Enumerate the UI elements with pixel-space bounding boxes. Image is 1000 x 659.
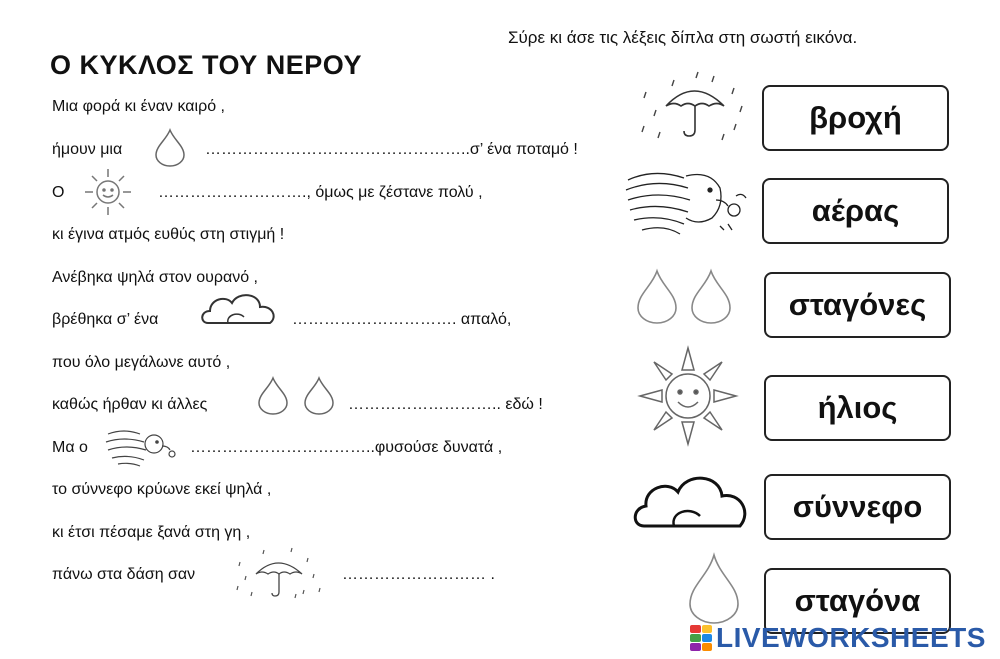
page-title: Ο ΚΥΚΛΟΣ ΤΟΥ ΝΕΡΟΥ	[50, 50, 363, 80]
poem-line-12-start: πάνω στα δάση σαν	[52, 566, 196, 583]
wind-face-icon	[104, 424, 178, 470]
cloud-picture	[630, 462, 758, 538]
blank-sun[interactable]: ………………………., όμως με ζέστανε πολύ ,	[158, 184, 483, 201]
poem-line-10: το σύννεφο κρύωνε εκεί ψηλά ,	[52, 481, 272, 498]
drop-picture	[684, 552, 744, 628]
drop-picture	[632, 268, 682, 326]
instruction-text: Σύρε κι άσε τις λέξεις δίπλα στη σωστή εικόνα.	[508, 28, 858, 47]
blank-cloud[interactable]: …………………………. απαλό,	[292, 311, 512, 328]
poem-line-3-start: Ο	[52, 184, 65, 201]
poem-line-8-start: καθώς ήρθαν κι άλλες	[52, 396, 208, 413]
rain-umbrella-picture	[638, 70, 750, 142]
word-card-sun[interactable]: ήλιος	[764, 375, 951, 441]
logo-mark-icon	[690, 625, 712, 651]
drop-icon	[255, 376, 291, 416]
word-card-drop[interactable]: σταγόνα	[764, 568, 951, 634]
wind-face-picture	[624, 166, 750, 242]
drop-icon	[152, 128, 188, 166]
word-card-rain[interactable]: βροχή	[762, 85, 949, 151]
word-card-cloud[interactable]: σύννεφο	[764, 474, 951, 540]
sun-picture	[636, 344, 740, 446]
word-card-wind[interactable]: αέρας	[762, 178, 949, 244]
sun-icon	[82, 166, 134, 218]
blank-rain[interactable]: ……………………… .	[342, 566, 495, 583]
logo-text: LIVEWORKSHEETS	[716, 622, 986, 653]
poem-line-6-start: βρέθηκα σ’ ένα	[52, 311, 159, 328]
poem-line-4: κι έγινα ατμός ευθύς στη στιγμή !	[52, 226, 285, 243]
poem-line-2-start: ήμουν μια	[52, 141, 123, 158]
blank-drop[interactable]: …………………………………………..σ’ ένα ποταμό !	[205, 141, 578, 158]
word-card-drops[interactable]: σταγόνες	[764, 272, 951, 338]
poem-line-7: που όλο μεγάλωνε αυτό ,	[52, 354, 231, 371]
liveworksheets-logo	[690, 620, 986, 656]
drop-picture	[686, 268, 736, 326]
poem-line-5: Ανέβηκα ψηλά στον ουρανό ,	[52, 269, 258, 286]
blank-drops[interactable]: ……………………….. εδώ !	[348, 396, 543, 413]
poem-line-1: Μια φορά κι έναν καιρό ,	[52, 98, 225, 115]
cloud-icon	[198, 285, 282, 333]
drop-icon	[301, 376, 337, 416]
blank-wind[interactable]: ……………………………..φυσούσε δυνατά ,	[190, 439, 503, 456]
poem-line-11: κι έτσι πέσαμε ξανά στη γη ,	[52, 524, 251, 541]
rain-umbrella-icon	[234, 544, 326, 600]
poem-line-9-start: Μα ο	[52, 439, 88, 456]
